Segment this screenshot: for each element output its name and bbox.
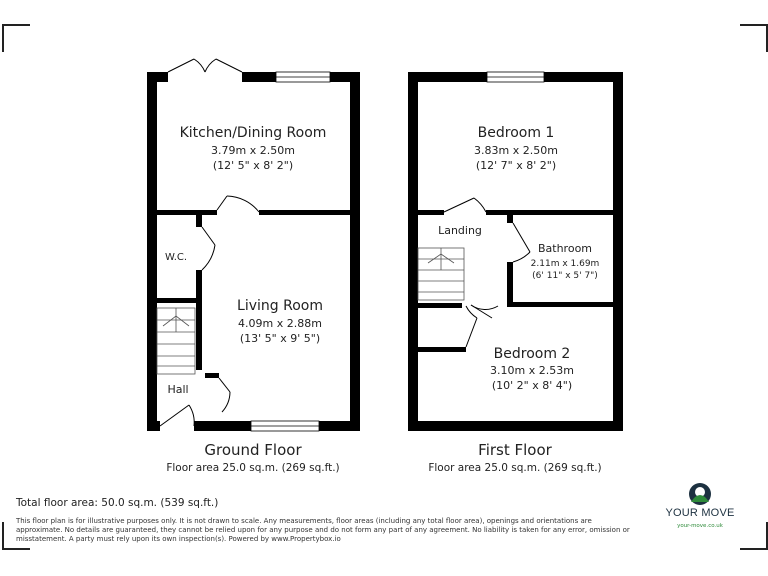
room-metric-kitchen: 3.79m x 2.50m — [211, 144, 295, 157]
room-metric-bathroom: 2.11m x 1.69m — [530, 259, 600, 269]
room-imperial-bedroom-2: (10' 2" x 8' 4") — [491, 379, 573, 392]
room-name-bathroom: Bathroom — [537, 242, 593, 255]
first-floor-title: First Floor — [478, 441, 552, 459]
room-name-bedroom-1: Bedroom 1 — [477, 125, 555, 141]
your-move-logo-icon — [686, 482, 714, 508]
ground-floor-staircase — [157, 308, 195, 374]
brand-name: YOUR MOVE — [665, 507, 735, 519]
first-floor-windows — [487, 72, 544, 82]
kitchen-french-doors — [168, 59, 242, 82]
room-name-hall: Hall — [167, 383, 189, 396]
room-imperial-kitchen: (12' 5" x 8' 2") — [212, 159, 294, 172]
first-floor-staircase — [418, 248, 464, 300]
first-floor-internal-doors — [444, 198, 530, 347]
room-imperial-bathroom: (6' 11" x 5' 7") — [532, 271, 598, 281]
ground-floor-title: Ground Floor — [204, 441, 302, 459]
room-metric-living-room: 4.09m x 2.88m — [238, 317, 322, 330]
disclaimer-text: This floor plan is for illustrative purposes only. It is not drawn to scale. Any measurements, floor areas (including any total floor area), openings and orientations are approximate. No details are guaranteed, they cannot be relied upon for any purpose and do not form any part of any agreement. No liability is taken for any error, omission or misstatement. A party must rely upon its own inspection(s). Powered by www.Propertybox.io — [16, 517, 630, 543]
room-name-landing: Landing — [438, 224, 482, 237]
total-floor-area: Total floor area: 50.0 sq.m. (539 sq.ft.) — [16, 497, 219, 509]
room-imperial-living-room: (13' 5" x 9' 5") — [239, 332, 321, 345]
brand-url: your-move.co.uk — [677, 523, 723, 529]
room-name-bedroom-2: Bedroom 2 — [493, 346, 571, 362]
ground-floor-plan — [147, 59, 360, 431]
ground-floor-internal-walls — [147, 210, 360, 378]
room-metric-bedroom-2: 3.10m x 2.53m — [490, 364, 574, 377]
room-name-living-room: Living Room — [237, 298, 323, 314]
room-metric-bedroom-1: 3.83m x 2.50m — [474, 144, 558, 157]
first-floor-area: Floor area 25.0 sq.m. (269 sq.ft.) — [428, 462, 602, 474]
room-name-kitchen: Kitchen/Dining Room — [179, 125, 327, 141]
room-imperial-bedroom-1: (12' 7" x 8' 2") — [475, 159, 557, 172]
room-labels — [165, 125, 599, 396]
ground-floor-area: Floor area 25.0 sq.m. (269 sq.ft.) — [166, 462, 340, 474]
room-name-wc: W.C. — [164, 252, 188, 263]
